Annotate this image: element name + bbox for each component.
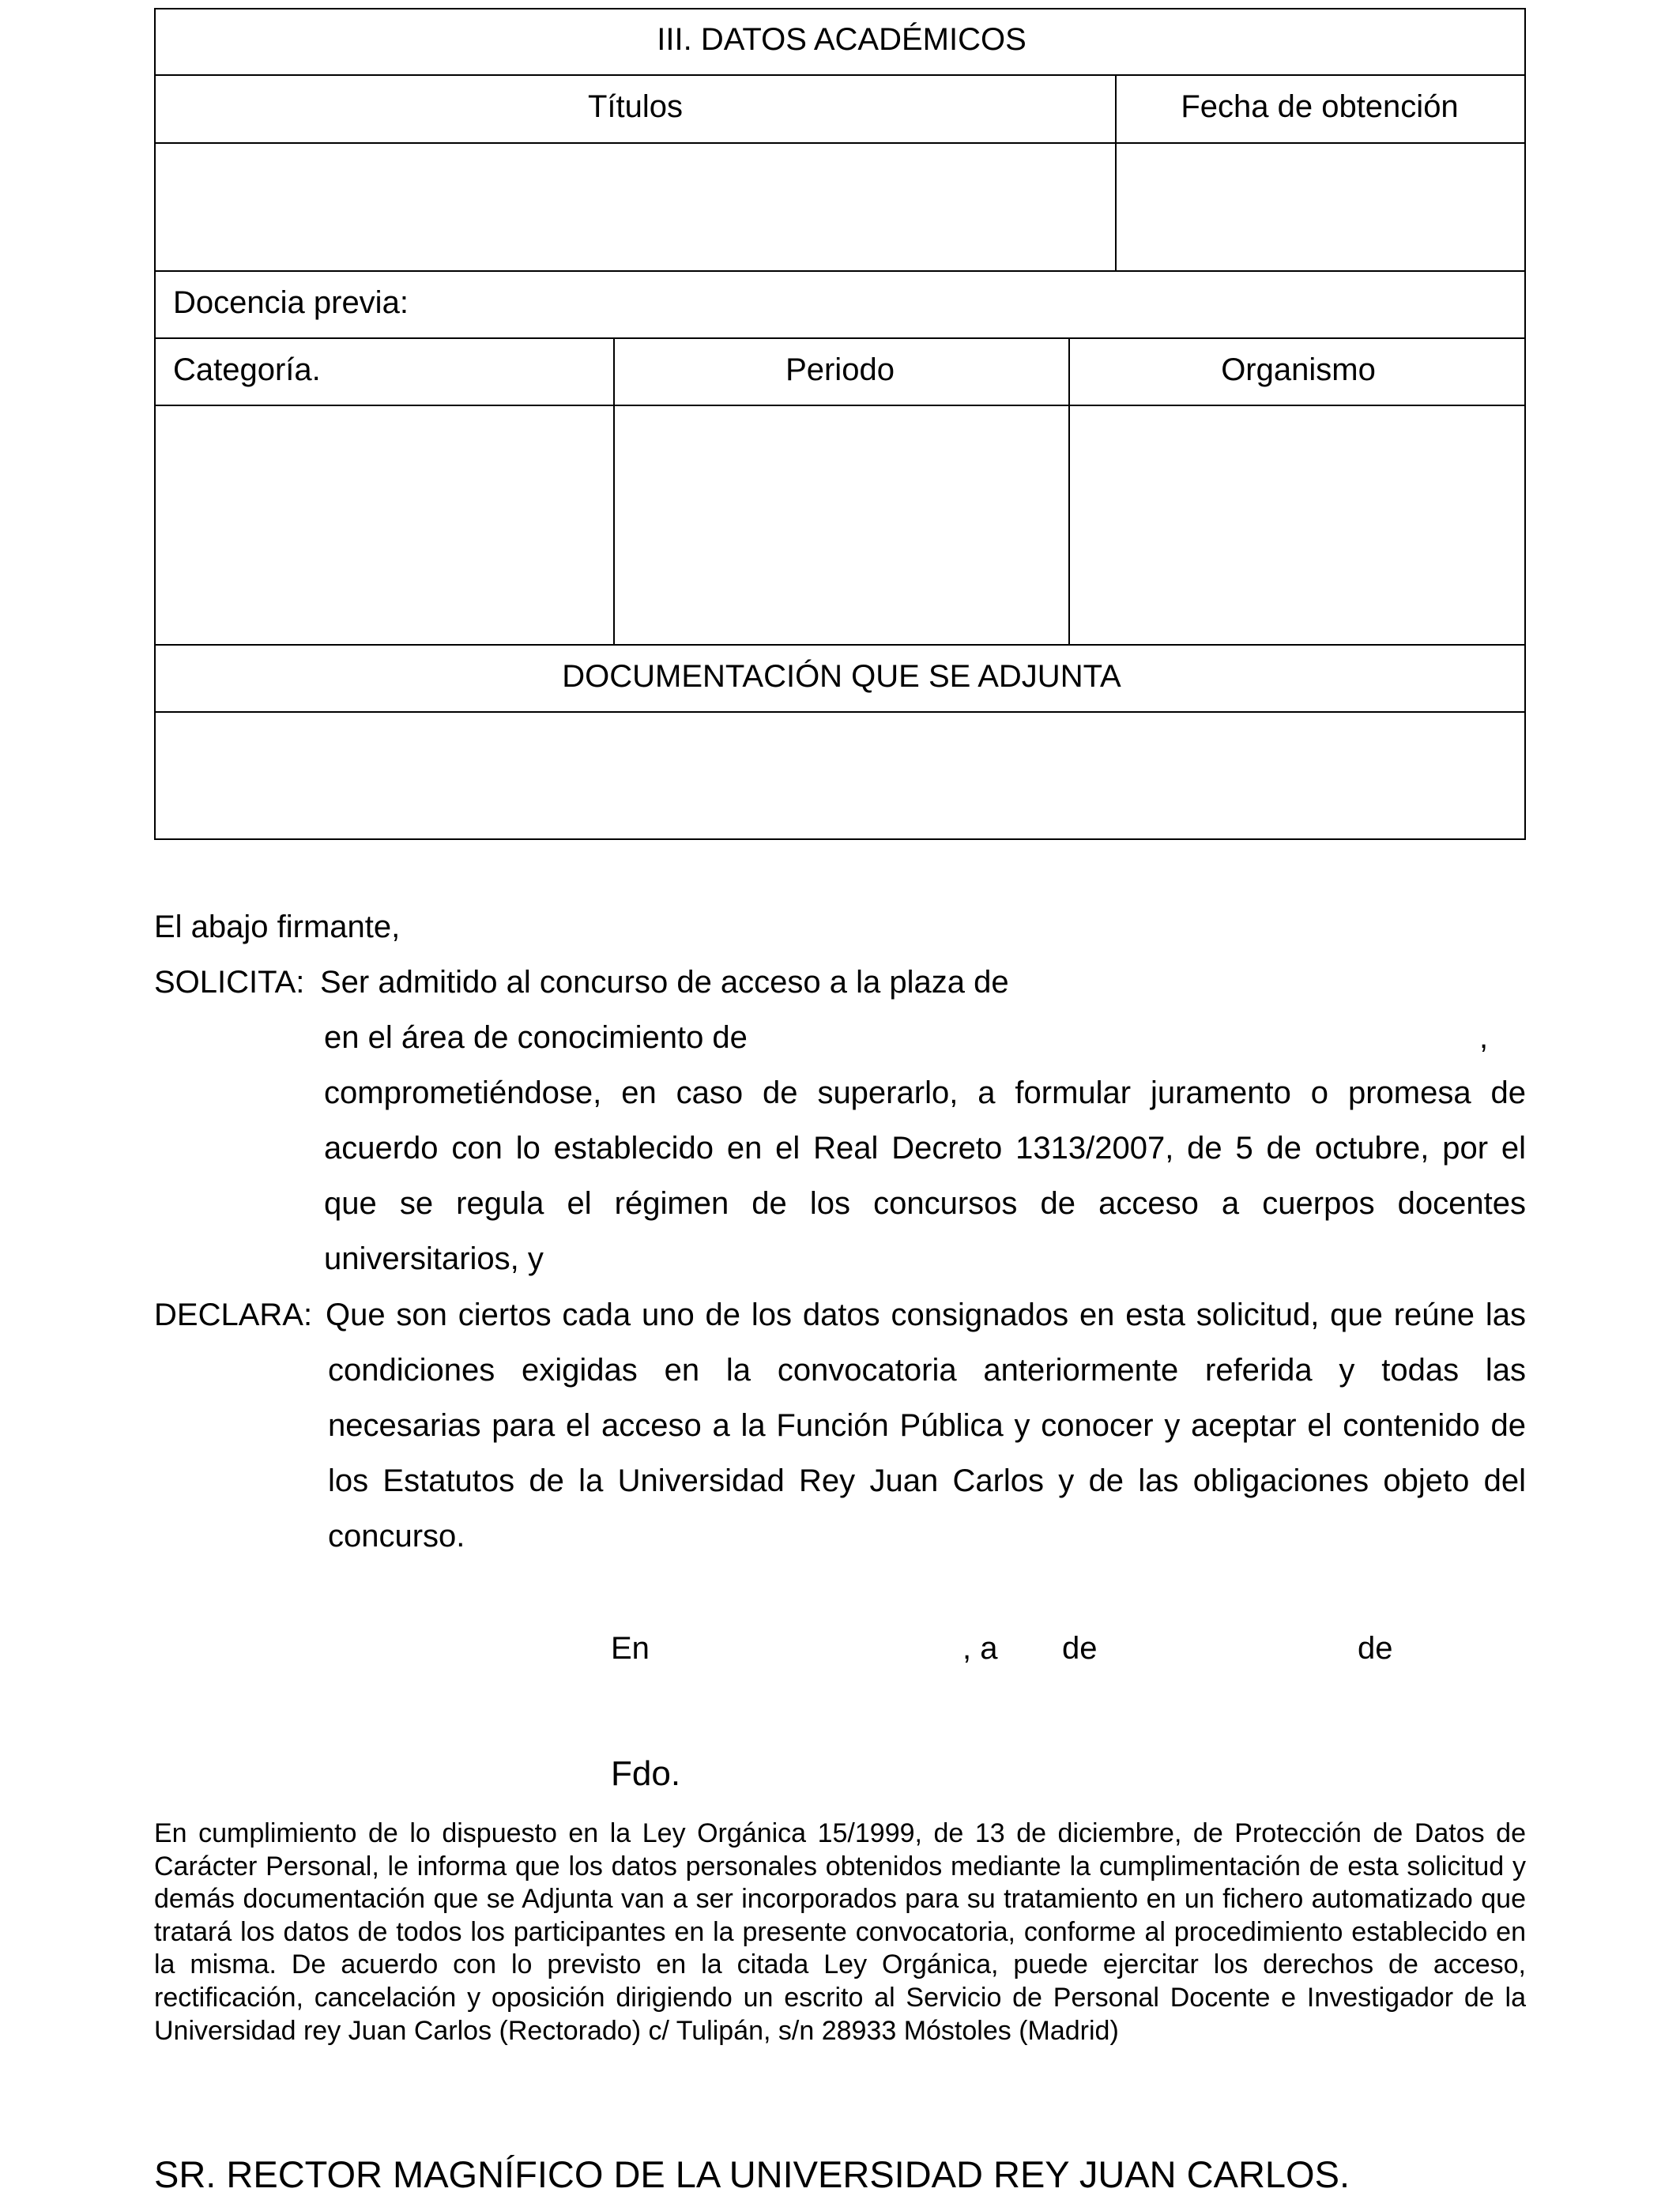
documentation-header: DOCUMENTACIÓN QUE SE ADJUNTA — [562, 659, 1121, 694]
declara-line: los Estatutos de la Universidad Rey Juan Carlos y de las obligaciones objeto del — [328, 1463, 1526, 1498]
organization-column-header: Organismo — [1221, 352, 1376, 387]
table-divider — [156, 142, 1524, 144]
solicita-line: en el área de conocimiento de — [324, 1020, 748, 1055]
date-de-label: de — [1062, 1631, 1098, 1666]
teaching-label: Docencia previa: — [173, 285, 409, 320]
table-divider — [156, 74, 1524, 76]
table-divider — [1068, 337, 1070, 644]
privacy-notice: En cumplimiento de lo dispuesto en la Ley Orgánica 15/1999, de 13 de diciembre, de Protección de Datos de Carácter Personal, le informa que los datos personales obtenidos mediante la cumplimentación de esta solicitud y demás documentación que se Adjunta van a ser incorporados para su tratamiento en un fichero automatizado que tratará los datos de todos los participantes en la presente convocatoria, conforme al procedimiento establecido en la misma. De acuerdo con lo previsto en la citada Ley Orgánica, puede ejercitar los derechos de acceso, rectificación, cancelación y oposición dirigiendo un escrito al Servicio de Personal Docente e Investigador de la Universidad rey Juan Carlos (Rectorado) c/ Tulipán, s/n 28933 Móstoles (Madrid) — [154, 1818, 1526, 2046]
declara-line: necesarias para el acceso a la Función Pública y conocer y aceptar el contenido de — [328, 1408, 1526, 1443]
table-divider — [613, 337, 615, 644]
category-column-header: Categoría. — [173, 352, 321, 387]
table-divider — [1115, 74, 1117, 270]
declara-label: DECLARA: — [154, 1298, 313, 1332]
signature-label: Fdo. — [611, 1754, 681, 1793]
solicita-line: Ser admitido al concurso de acceso a la plaza de — [320, 965, 1009, 1000]
declara-line: concurso. — [328, 1519, 465, 1554]
solicita-line: que se regula el régimen de los concursos de acceso a cuerpos docentes — [324, 1186, 1526, 1221]
signer-intro: El abajo firmante, — [154, 910, 401, 944]
solicita-label: SOLICITA: — [154, 965, 305, 1000]
academic-data-table — [154, 8, 1526, 840]
solicita-line: acuerdo con lo establecido en el Real Decreto 1313/2007, de 5 de octubre, por el — [324, 1131, 1526, 1166]
date-column-header: Fecha de obtención — [1181, 89, 1459, 124]
solicita-line: universitarios, y — [324, 1241, 544, 1276]
titles-column-header: Títulos — [587, 89, 684, 124]
date-de-label: de — [1358, 1631, 1393, 1666]
table-divider — [156, 337, 1524, 339]
declara-line: Que son ciertos cada uno de los datos consignados en esta solicitud, que reúne las — [326, 1298, 1526, 1332]
table-divider — [156, 270, 1524, 272]
place-a-label: , a — [962, 1631, 998, 1666]
table-divider — [156, 711, 1524, 713]
table-divider — [156, 644, 1524, 646]
solicita-line: comprometiéndose, en caso de superarlo, a formular juramento o promesa de — [324, 1075, 1526, 1110]
addressee: SR. RECTOR MAGNÍFICO DE LA UNIVERSIDAD REY JUAN CARLOS. — [154, 2153, 1350, 2195]
place-en-label: En — [611, 1631, 650, 1666]
table-divider — [156, 405, 1524, 406]
period-column-header: Periodo — [785, 352, 895, 387]
declara-line: condiciones exigidas en la convocatoria anteriormente referida y todas las — [328, 1353, 1526, 1388]
solicita-line: , — [1479, 1020, 1489, 1055]
section-title: III. DATOS ACADÉMICOS — [657, 22, 1026, 57]
